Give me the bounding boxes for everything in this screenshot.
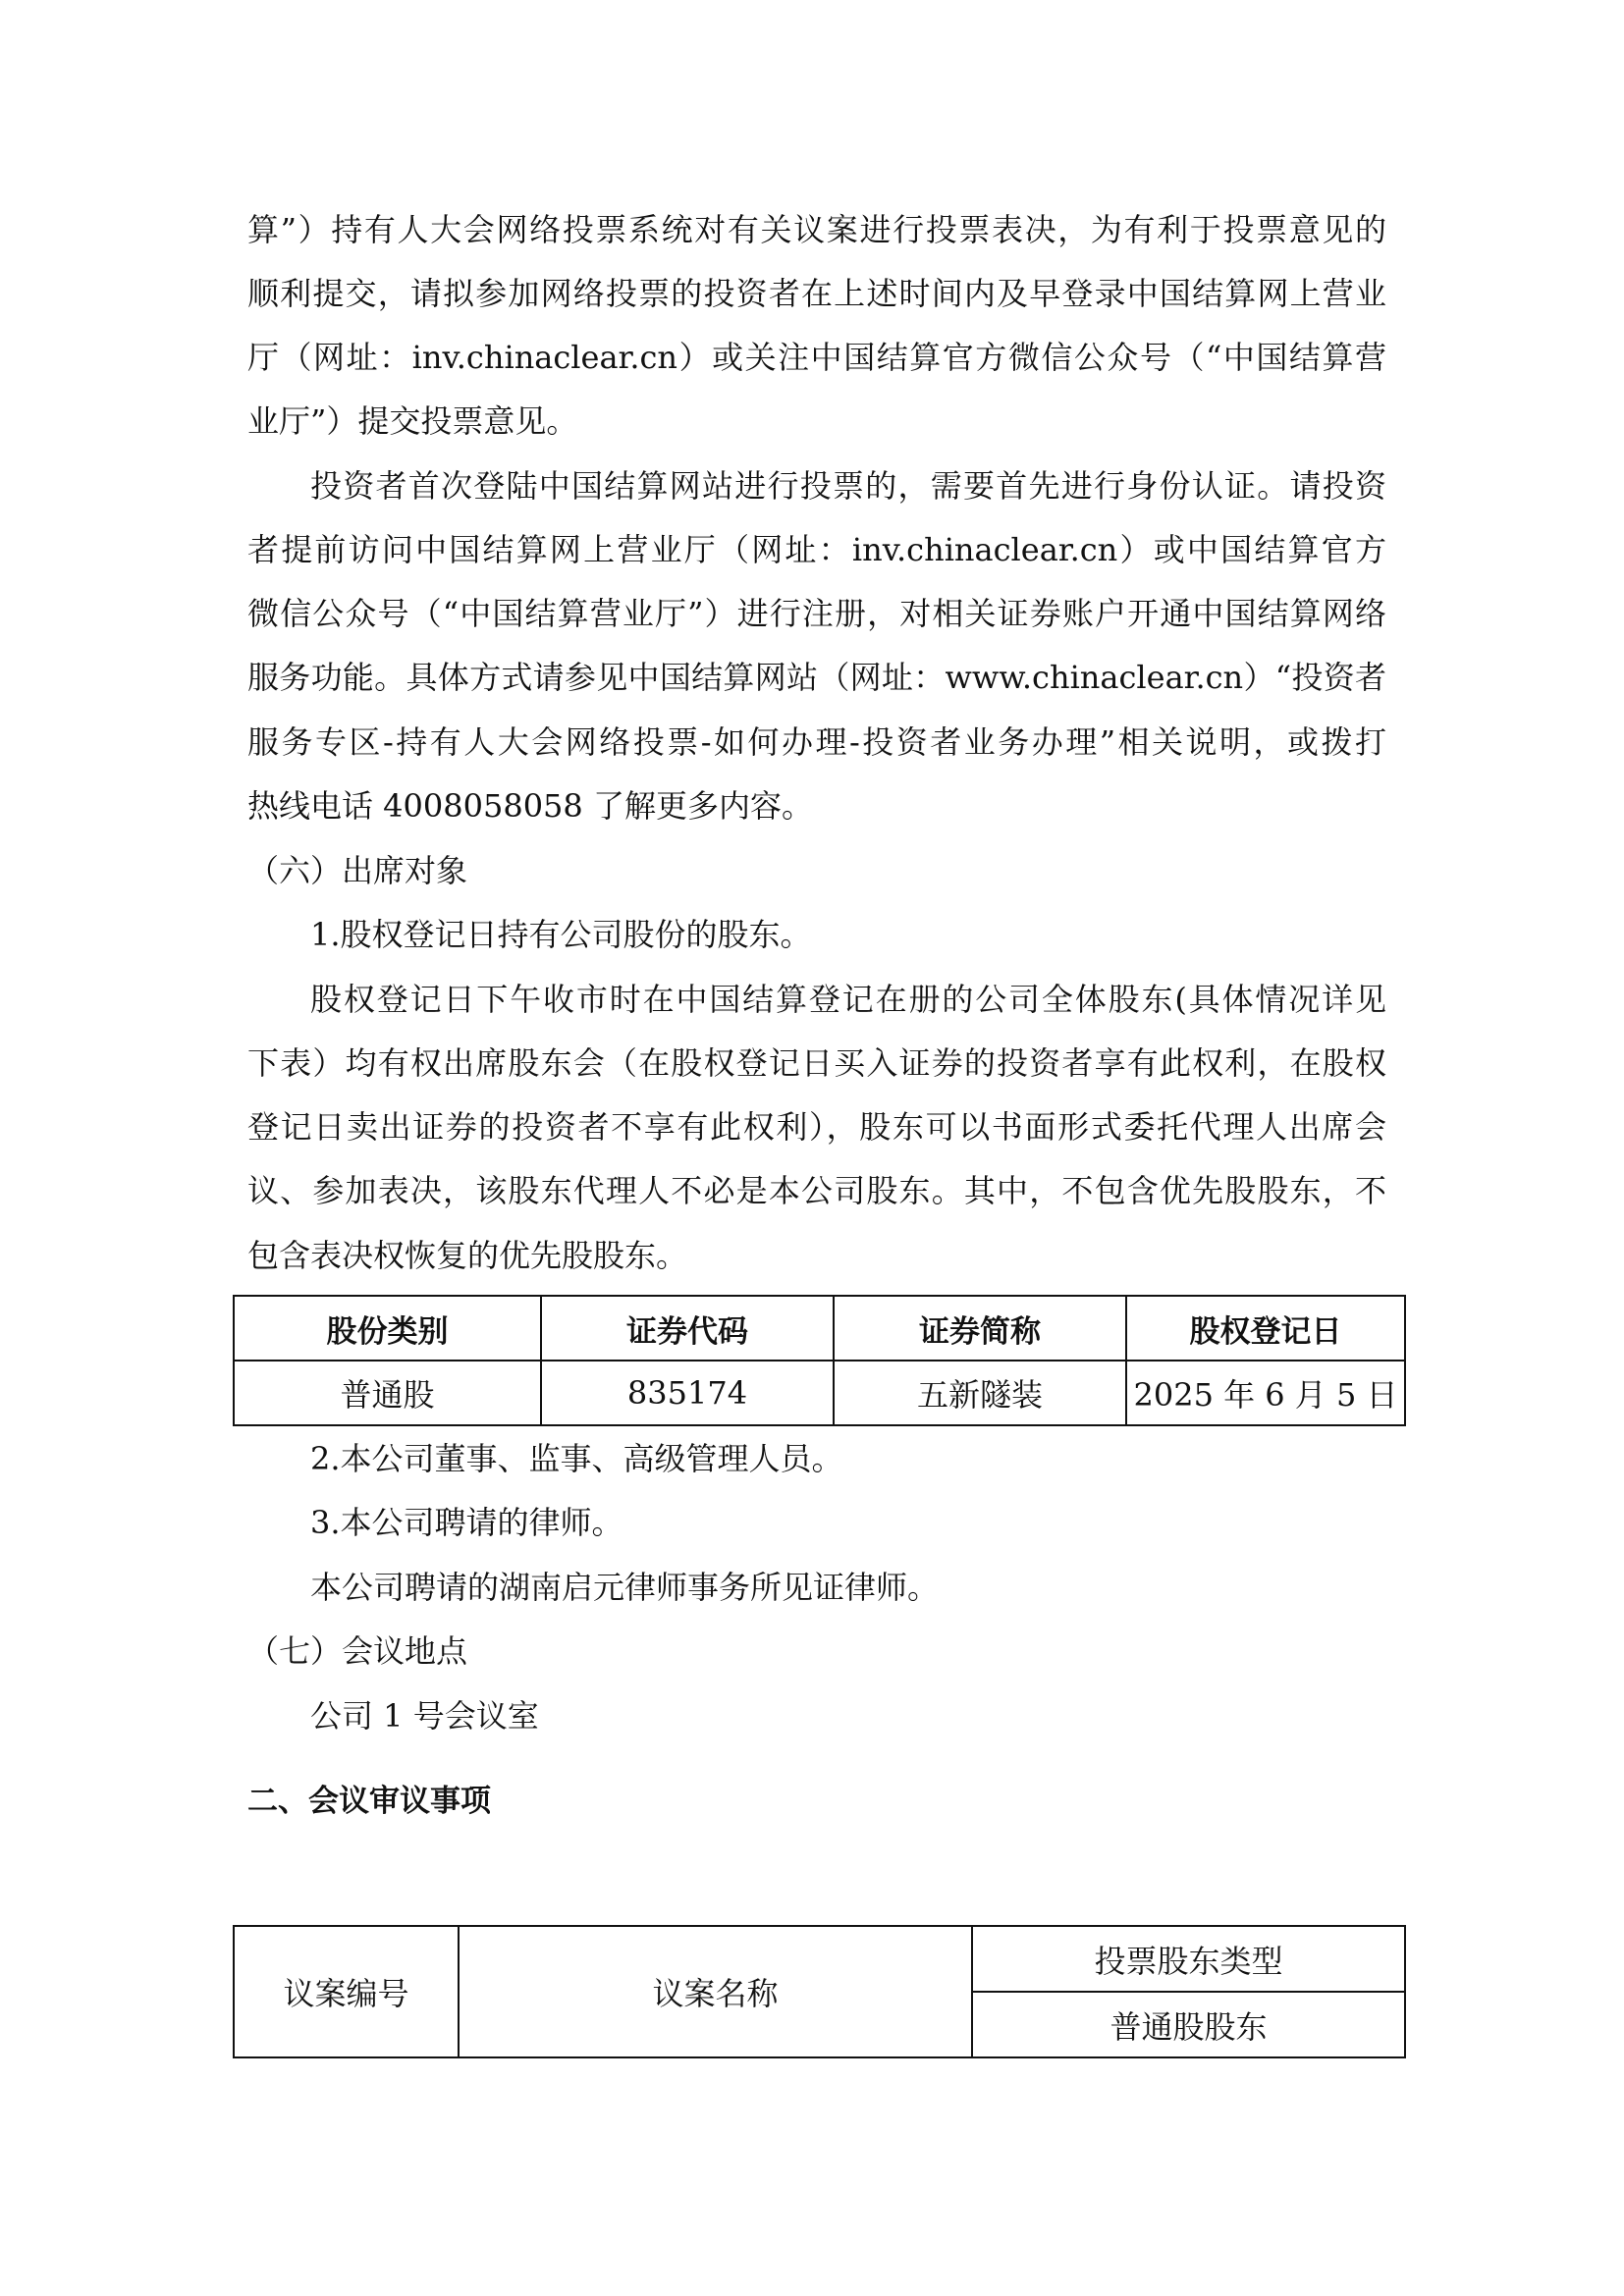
header-share-class: 股份类别 (234, 1296, 541, 1361)
paragraph-2-line-2: 者提前访问中国结算网上营业厅（网址：inv.chinaclear.cn）或中国结算官方 (247, 531, 1386, 568)
attendee-item-3: 3.本公司聘请的律师。 (310, 1504, 623, 1541)
table-row (234, 1361, 1405, 1425)
paragraph-1-line-4: 业厅”）提交投票意见。 (247, 402, 578, 440)
cell-record-date: 2025 年 6 月 5 日 (1126, 1361, 1405, 1425)
paragraph-3-line-2: 下表）均有权出席股东会（在股权登记日买入证券的投资者享有此权利，在股权 (247, 1044, 1386, 1082)
common-shareholder-header: 普通股股东 (972, 1992, 1405, 2057)
attendee-item-2: 2.本公司董事、监事、高级管理人员。 (310, 1440, 843, 1477)
lawyer-text: 本公司聘请的湖南启元律师事务所见证律师。 (310, 1569, 940, 1606)
paragraph-3-line-4: 议、参加表决，该股东代理人不必是本公司股东。其中，不包含优先股股东，不 (247, 1172, 1386, 1209)
section-6-heading: （六）出席对象 (247, 852, 468, 889)
proposal-number-header: 议案编号 (234, 1926, 459, 2057)
paragraph-2-line-1: 投资者首次登陆中国结算网站进行投票的，需要首先进行身份认证。请投资 (310, 467, 1386, 505)
paragraph-3-line-5: 包含表决权恢复的优先股股东。 (247, 1237, 688, 1274)
share-registration-table (233, 1295, 1406, 1426)
proposal-table (233, 1925, 1406, 2058)
paragraph-3-line-3: 登记日卖出证券的投资者不享有此权利），股东可以书面形式委托代理人出席会 (247, 1108, 1386, 1146)
paragraph-1-line-1: 算”）持有人大会网络投票系统对有关议案进行投票表决，为有利于投票意见的 (247, 211, 1386, 248)
voter-type-header: 投票股东类型 (972, 1926, 1405, 1992)
proposal-name-header: 议案名称 (459, 1926, 972, 2057)
paragraph-3-line-1: 股权登记日下午收市时在中国结算登记在册的公司全体股东(具体情况详见 (310, 981, 1386, 1018)
cell-share-class: 普通股 (234, 1361, 541, 1425)
venue-text: 公司 1 号会议室 (310, 1697, 539, 1735)
paragraph-2-line-3: 微信公众号（“中国结算营业厅”）进行注册，对相关证券账户开通中国结算网络 (247, 595, 1386, 632)
paragraph-1-line-2: 顺利提交，请拟参加网络投票的投资者在上述时间内及早登录中国结算网上营业 (247, 275, 1386, 312)
header-security-code: 证券代码 (541, 1296, 834, 1361)
paragraph-1-line-3: 厅（网址：inv.chinaclear.cn）或关注中国结算官方微信公众号（“中国结算营 (247, 339, 1386, 376)
paragraph-2-line-4: 服务功能。具体方式请参见中国结算网站（网址：www.chinaclear.cn）“投资者 (247, 659, 1386, 696)
table-header-row (234, 1296, 1405, 1361)
paragraph-2-line-6: 热线电话 4008058058 了解更多内容。 (247, 787, 813, 825)
attendee-item-1: 1.股权登记日持有公司股份的股东。 (310, 916, 812, 953)
section-2-heading: 二、会议审议事项 (247, 1784, 491, 1819)
cell-security-abbr: 五新隧装 (834, 1361, 1126, 1425)
cell-security-code: 835174 (541, 1361, 834, 1425)
header-security-abbr: 证券简称 (834, 1296, 1126, 1361)
paragraph-2-line-5: 服务专区-持有人大会网络投票-如何办理-投资者业务办理”相关说明，或拨打 (247, 723, 1386, 761)
header-record-date: 股权登记日 (1126, 1296, 1405, 1361)
section-7-heading: （七）会议地点 (247, 1632, 468, 1670)
